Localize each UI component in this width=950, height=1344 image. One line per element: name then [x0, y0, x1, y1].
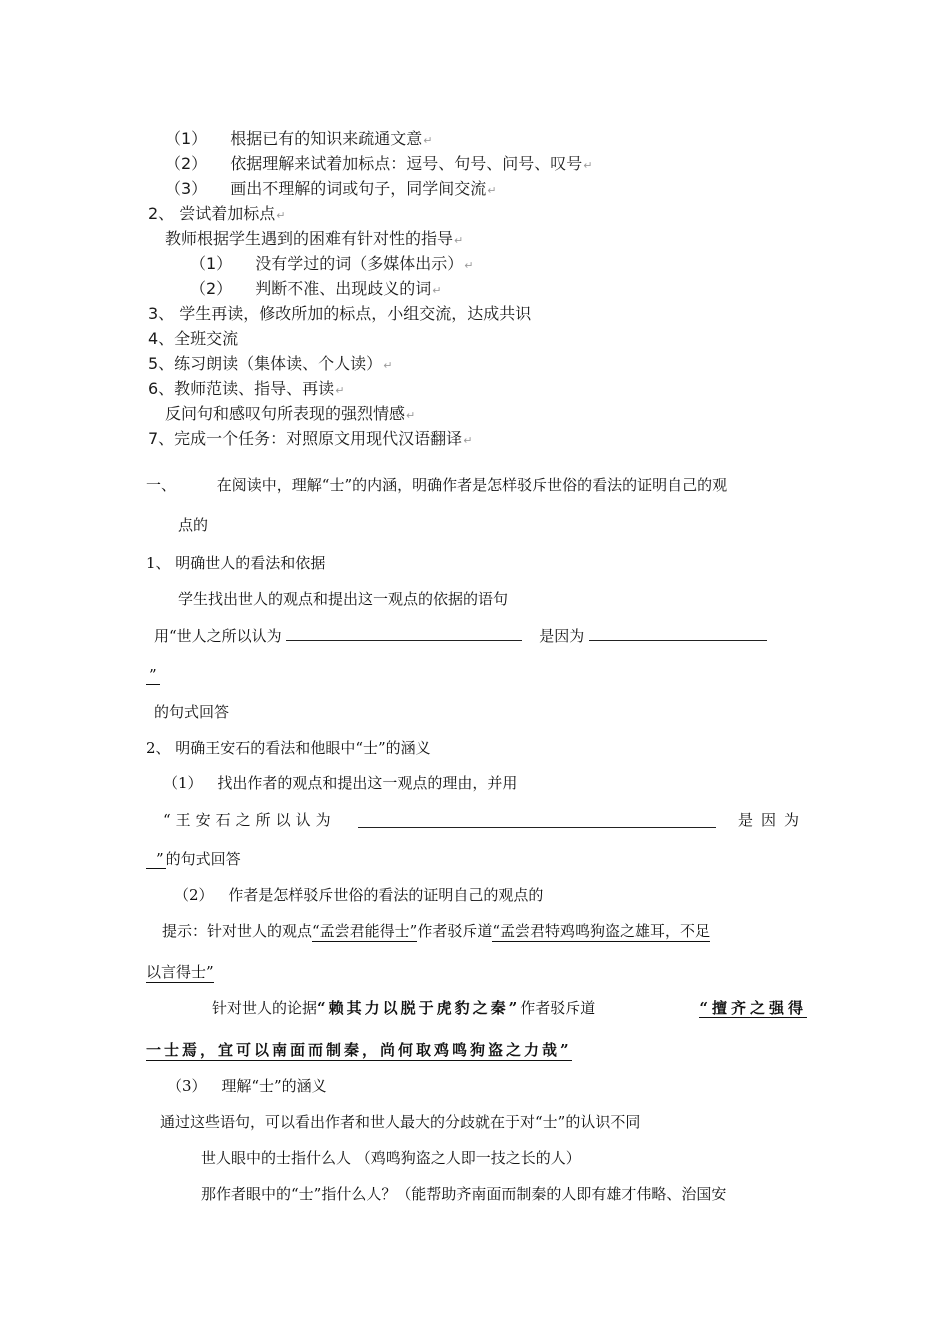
paragraph-3: 那作者眼中的“士”指什么人？（能帮助齐南面而制秦的人即有雄才伟略、治国安 — [201, 1185, 727, 1203]
item-number: （2） — [174, 886, 214, 904]
answer-blank[interactable] — [358, 813, 716, 828]
argument-line: 针对世人的论据“赖其力以脱于虎豹之秦”作者驳斥道 “擅齐之强得 — [212, 999, 807, 1017]
item-number: （1） — [163, 774, 203, 792]
item-text: 判断不准、出现歧义的词 — [255, 279, 432, 298]
step-4: 4、全班交流 — [148, 329, 239, 348]
item-number: （3） — [167, 1077, 207, 1095]
section-heading — [146, 478, 727, 493]
hint-line-cont: 以言得士” — [146, 963, 214, 981]
paragraph-mark-icon: ↵ — [432, 284, 442, 297]
step-7: 7、完成一个任务：对照原文用现代汉语翻译↵ — [148, 429, 473, 448]
paragraph-1: 通过这些语句，可以看出作者和世人最大的分歧就在于对“士”的认识不同 — [160, 1113, 641, 1131]
fill-in-close-quote: ” — [146, 668, 160, 683]
paragraph-mark-icon: ↵ — [383, 359, 393, 372]
item-text: 依据理解来试着加标点：逗号、句号、问号、叹号 — [230, 154, 583, 173]
step-5: 5、练习朗读（集体读、个人读）↵ — [148, 354, 393, 373]
answer-format-note: 的句式回答 — [154, 703, 230, 721]
subsection-2-item-2 — [174, 888, 543, 903]
subsection-1-title: 1、 明确世人的看法和依据 — [146, 554, 326, 572]
item-number: （2） — [165, 154, 208, 173]
teacher-guidance: 教师根据学生遇到的困难有针对性的指导↵ — [165, 229, 464, 248]
paragraph-mark-icon: ↵ — [463, 434, 473, 447]
guidance-item-1 — [190, 256, 474, 272]
fill-in-sentence-1: 用“世人之所以认为 是因为 — [154, 626, 767, 644]
paragraph-2: 世人眼中的士指什么人 （鸡鸣狗盗之人即一技之长的人） — [201, 1149, 581, 1167]
quote-world-view: “孟尝君能得士” — [312, 922, 418, 940]
section-number: 一、 — [146, 476, 177, 494]
paragraph-mark-icon: ↵ — [487, 184, 497, 197]
paragraph-mark-icon: ↵ — [454, 234, 464, 247]
item-number: （3） — [165, 179, 208, 198]
emotion-note: 反问句和感叹句所表现的强烈情感↵ — [165, 404, 416, 423]
answer-blank[interactable] — [589, 626, 767, 641]
item-text: 理解“士”的涵义 — [221, 1077, 327, 1095]
answer-format-note-2: ” 的句式回答 — [146, 852, 241, 867]
item-number: （1） — [190, 254, 233, 273]
subsection-2-item-1 — [163, 776, 517, 791]
fill-in-sentence-2: “王安石之所以认为 是因为 — [163, 811, 807, 829]
quote-author-rebuttal: “孟尝君特鸡鸣狗盗之雄耳，不足 — [492, 922, 711, 940]
item-text: 根据已有的知识来疏通文意 — [230, 129, 423, 148]
argument-line-cont: 一士焉，宜可以南面而制秦，尚何取鸡鸣狗盗之力哉” — [146, 1041, 572, 1059]
subsection-2-item-3 — [167, 1079, 327, 1094]
step-6: 6、教师范读、指导、再读↵ — [148, 379, 345, 398]
item-text: 画出不理解的词或句子，同学间交流 — [230, 179, 487, 198]
paragraph-mark-icon: ↵ — [423, 134, 433, 147]
step-1-3 — [165, 181, 497, 197]
section-heading-cont: 点的 — [178, 516, 209, 534]
step-1-2 — [165, 156, 593, 172]
item-text: 作者是怎样驳斥世俗的看法的证明自己的观点的 — [228, 886, 544, 904]
step-2-title: 2、 尝试着加标点↵ — [148, 204, 286, 223]
paragraph-mark-icon: ↵ — [335, 384, 345, 397]
item-number: （1） — [165, 129, 208, 148]
step-3: 3、 学生再读，修改所加的标点，小组交流，达成共识 — [148, 304, 532, 323]
item-number: （2） — [190, 279, 233, 298]
subsection-1-desc: 学生找出世人的观点和提出这一观点的依据的语句 — [178, 590, 509, 608]
paragraph-mark-icon: ↵ — [276, 209, 286, 222]
paragraph-mark-icon: ↵ — [583, 159, 593, 172]
paragraph-mark-icon: ↵ — [406, 409, 416, 422]
item-text: 找出作者的观点和提出这一观点的理由，并用 — [217, 774, 518, 792]
hint-line: 提示：针对世人的观点“孟尝君能得士”作者驳斥道“孟尝君特鸡鸣狗盗之雄耳，不足 — [162, 922, 711, 940]
quote-author-rebuttal-2: “擅齐之强得 — [699, 999, 807, 1017]
subsection-2-title: 2、 明确王安石的看法和他眼中“士”的涵义 — [146, 739, 431, 757]
section-heading-text: 在阅读中，理解“士”的内涵，明确作者是怎样驳斥世俗的看法的证明自己的观 — [216, 476, 728, 494]
paragraph-mark-icon: ↵ — [464, 259, 474, 272]
answer-blank[interactable] — [286, 626, 522, 641]
guidance-item-2 — [190, 281, 442, 297]
step-1-1 — [165, 131, 433, 147]
quote-world-argument: “赖其力以脱于虎豹之秦” — [317, 999, 521, 1017]
item-text: 没有学过的词（多媒体出示） — [255, 254, 464, 273]
